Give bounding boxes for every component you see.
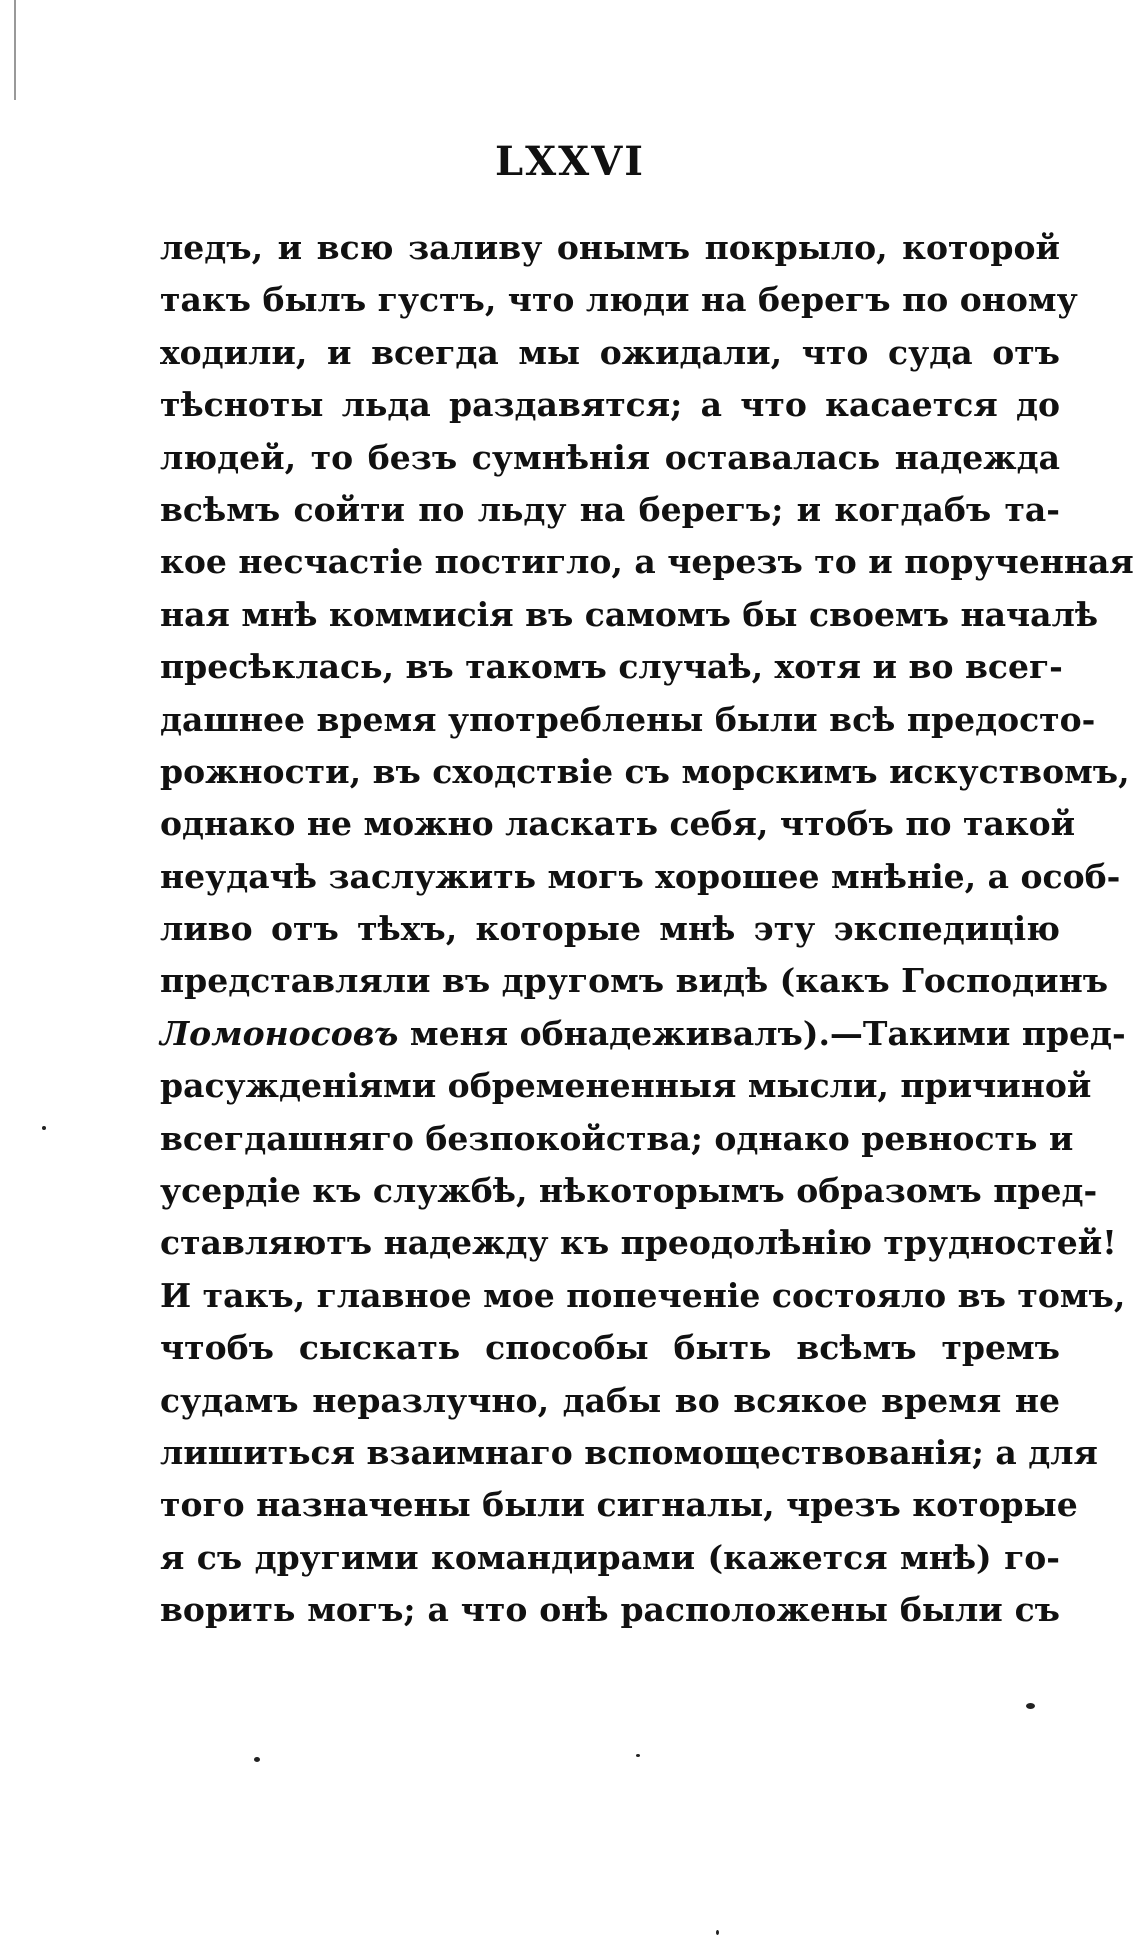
- print-speck: [716, 1930, 719, 1935]
- text-line-8: ная мнѣ коммисія въ самомъ бы своемъ началѣ: [160, 594, 1099, 634]
- text-line-13: неудачѣ заслужить могъ хорошее мнѣніе, а особ-: [160, 856, 1121, 896]
- text-line-4: тѣсноты льда раздавятся; а что касается до: [160, 385, 1060, 425]
- text-line-24: лишиться взаимнаго вспомоществованія; а для: [160, 1432, 1098, 1472]
- page-edge-mark: [14, 0, 16, 100]
- text-line-11: рожности, въ сходствіе съ морскимъ искуствомъ,: [160, 751, 1130, 791]
- text-line-22: чтобъ сыскать способы быть всѣмъ тремъ: [160, 1328, 1060, 1368]
- text-line-16: [160, 1008, 1126, 1060]
- text-line-12: однако не можно ласкать себя, чтобъ по такой: [160, 804, 1076, 844]
- text-line-2: такъ былъ густъ, что люди на берегъ по оному: [160, 280, 1078, 320]
- text-line-5: людей, то безъ сумнѣнія оставалась надежда: [160, 437, 1060, 477]
- text-line-21: И такъ, главное мое попеченіе состояло въ томъ,: [160, 1275, 1126, 1315]
- print-speck: [636, 1754, 640, 1757]
- print-speck: [42, 1126, 46, 1130]
- text-line-10: дашнее время употреблены были всѣ предосто-: [160, 699, 1096, 739]
- text-line-3: ходили, и всегда мы ожидали, что суда отъ: [160, 332, 1060, 372]
- text-line-7: кое несчастіе постигло, а черезъ то и порученная: [160, 542, 1134, 582]
- page-number: LXXVI: [495, 138, 645, 185]
- print-speck: [254, 1757, 260, 1762]
- print-speck: [1026, 1703, 1035, 1709]
- text-line-20: ставляютъ надежду къ преодолѣнію трудностей!: [160, 1223, 1117, 1263]
- text-line-14: ливо отъ тѣхъ, которые мнѣ эту экспедицію: [160, 909, 1060, 949]
- text-line-17: расужденіями обремененныя мысли, причиной: [160, 1066, 1092, 1106]
- text-line-16-rest: меня обнадеживалъ).—Такими пред-: [398, 1013, 1126, 1053]
- text-line-19: усердіе къ службѣ, нѣкоторымъ образомъ пред-: [160, 1171, 1098, 1211]
- text-line-15: представляли въ другомъ видѣ (какъ Господинъ: [160, 961, 1109, 1001]
- italic-name-lomonosov: Ломоносовъ: [160, 1013, 399, 1053]
- text-line-23: судамъ неразлучно, дабы во всякое время не: [160, 1380, 1060, 1420]
- text-line-6: всѣмъ сойти по льду на берегъ; и когдабъ та-: [160, 489, 1060, 529]
- body-text: [160, 222, 1134, 1637]
- text-line-27: ворить могъ; а что онѣ расположены были съ: [160, 1590, 1060, 1630]
- text-line-25: того назначены были сигналы, чрезъ которые: [160, 1485, 1078, 1525]
- text-line-26: я съ другими командирами (кажется мнѣ) го-: [160, 1537, 1060, 1577]
- text-line-1: ледъ, и всю заливу онымъ покрыло, которой: [160, 228, 1060, 267]
- text-line-18: всегдашняго безпокойства; однако ревность и: [160, 1118, 1074, 1158]
- text-line-9: пресѣклась, въ такомъ случаѣ, хотя и во всег-: [160, 647, 1063, 687]
